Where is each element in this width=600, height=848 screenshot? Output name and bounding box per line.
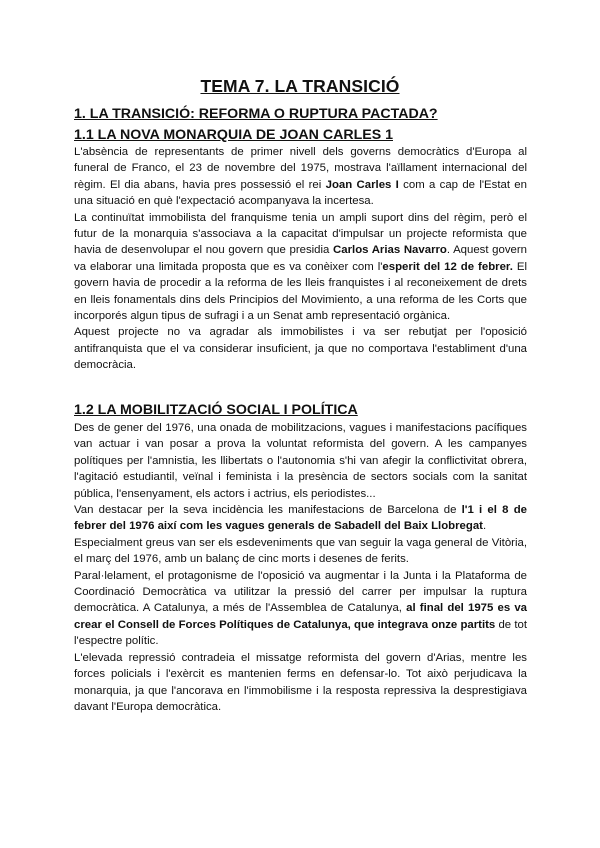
- paragraph-text: La continuïtat immobilista del franquisme tenia un ampli suport dins del règim, però el futur de la monarquia s'associava a la capacitat d'impulsar un projecte reformista que havia de desenvolupar el nou govern que presidia: [74, 211, 527, 257]
- paragraph: Des de gener del 1976, una onada de mobilitzacions, vagues i manifestacions pacífiques van actuar i van posar a prova la voluntat reformista del govern. A les campanyes polítiques per l'amnistia, les llibertats o l'autonomia s'hi van afegir la conflictivitat obrera, l'agitació estudiantil, veïnal i feminista i la presència de sectors socials com la sanitat pública, l'ensenyament, els actors i actrius, els periodistes...: [74, 422, 527, 500]
- bold-text: l'1 i el 8 de febrer del 1976 així com les vagues generals de Sabadell del Baix Llobregat: [74, 504, 527, 533]
- paragraph: [74, 210, 527, 325]
- paragraph: [74, 568, 527, 650]
- paragraph-text: El govern havia de procedir a la reforma de les lleis franquistes i al reconeixement de drets en lleis fonamentals dins dels Principios del Movimiento, a una reforma de les Corts que incorporés algun tipus de sufragi i a un Senat amb representació orgànica.: [74, 260, 527, 323]
- subsection-heading-monarquia: 1.1 LA NOVA MONARQUIA DE JOAN CARLES 1: [74, 127, 393, 143]
- paragraph: L'elevada repressió contradeia el missatge reformista del govern d'Arias, mentre les forces policials i l'exèrcit es mantenien ferms en defensar-lo. Tot això perjudicava la monarquia, ja que l'ancorava en l'immobilisme i la resposta repressiva la desprestigiava davant l'Europa democràtica.: [74, 651, 527, 713]
- paragraph-text: com a cap de l'Estat en una situació en què l'expectació acompanyava la incertesa.: [74, 178, 527, 208]
- paragraph-text: L'absència de representants de primer nivell dels governs democràtics d'Europa al funeral de Franco, el 23 de novembre del 1975, mostrava l'aïllament internacional del règim. El dia abans, havia pres possessió el rei: [74, 146, 527, 191]
- paragraph-text: Paral·lelament, el protagonisme de l'oposició va augmentar i la Junta i la Plataforma de Coordinació Democràtica va utilitzar la pressió del carrer per impulsar la ruptura democràtica. A Catalunya, a més de l'Assemblea de Catalunya,: [74, 569, 527, 615]
- paragraph-text: .: [482, 520, 487, 533]
- paragraph: Aquest projecte no va agradar als immobilistes i va ser rebutjat per l'oposició antifranquista que el va considerar insuficient, ja que no comportava l'establiment d'una democràcia.: [74, 326, 527, 372]
- paragraph: [74, 502, 527, 535]
- paragraph-text: de tot l'espectre polític.: [74, 618, 527, 648]
- paragraph: [74, 144, 527, 210]
- section-heading: 1. LA TRANSICIÓ: REFORMA O RUPTURA PACTADA?: [74, 106, 438, 122]
- bold-text: Joan Carles I: [325, 178, 399, 191]
- paragraph-text: . Aquest govern va elaborar una limitada proposta que es va conèixer com l': [74, 244, 527, 273]
- subsection-heading-mobilitzacio: 1.2 LA MOBILITZACIÓ SOCIAL I POLÍTICA: [74, 402, 358, 418]
- bold-text: Carlos Arias Navarro: [333, 244, 447, 257]
- subsection-body-monarquia: [74, 144, 527, 374]
- bold-text: al final del 1975 es va crear el Consell de Forces Polítiques de Catalunya, que integrava onze partits: [74, 602, 527, 631]
- paragraph-text: Van destacar per la seva incidència les manifestacions de Barcelona de: [74, 504, 462, 517]
- bold-text: esperit del 12 de febrer.: [382, 260, 513, 273]
- page-title: TEMA 7. LA TRANSICIÓ: [200, 76, 400, 96]
- subsection-body-mobilitzacio: [74, 420, 527, 715]
- paragraph: Especialment greus van ser els esdeveniments que van seguir la vaga general de Vitòria, el març del 1976, amb un balanç de cinc morts i desenes de ferits.: [74, 536, 527, 566]
